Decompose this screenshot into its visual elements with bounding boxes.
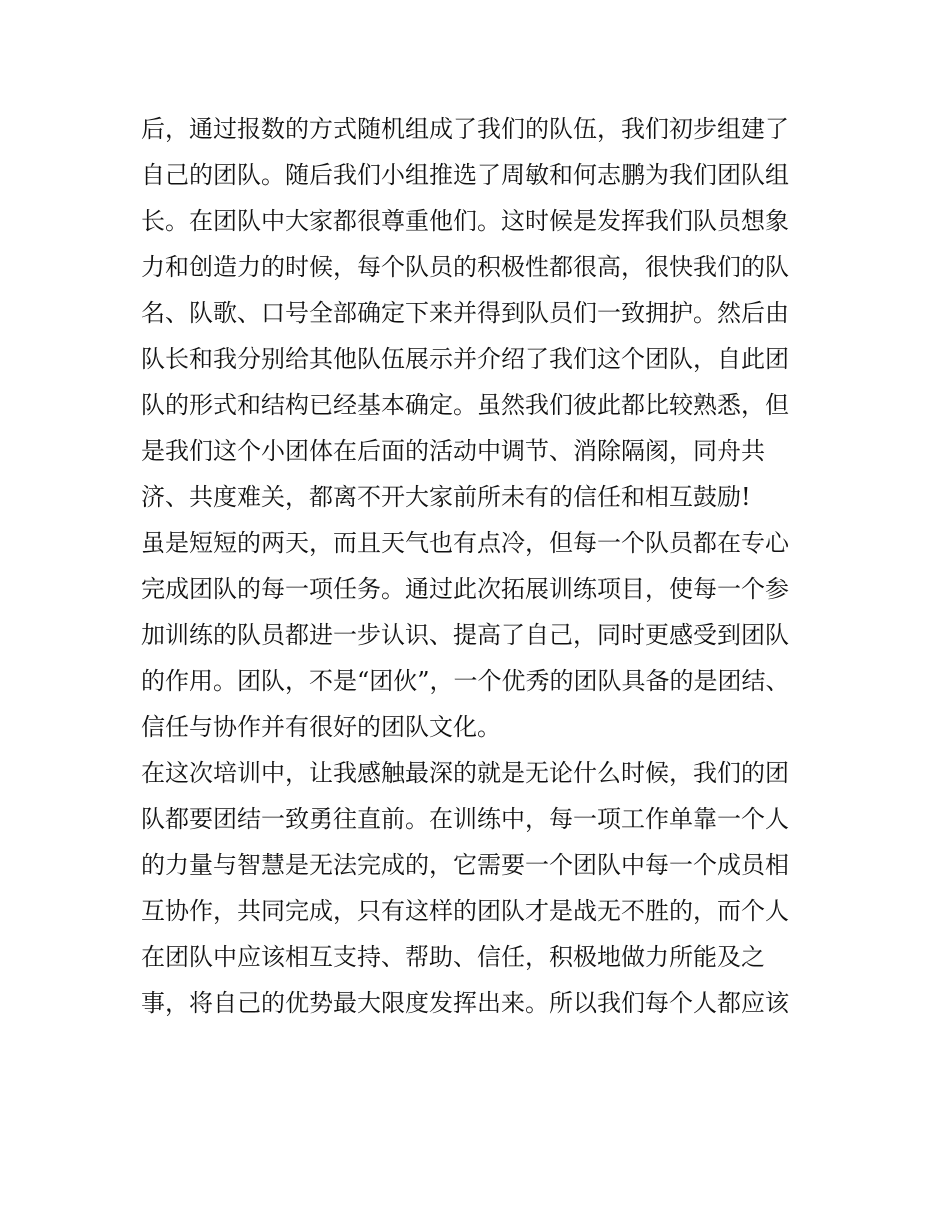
text-line-11: 完成团队的每一项任务。通过此次拓展训练项目，使每一个参: [141, 575, 789, 603]
text-line-18: 互协作，共同完成，只有这样的团队才是战无不胜的，而个人: [141, 897, 789, 925]
text-line-2: 自己的团队。随后我们小组推选了周敏和何志鹏为我们团队组: [141, 161, 789, 189]
text-line-14: 信任与协作并有很好的团队文化。: [141, 713, 501, 741]
text-line-12: 加训练的队员都进一步认识、提高了自己，同时更感受到团队: [141, 621, 789, 649]
text-line-9: 济、共度难关，都离不开大家前所未有的信任和相互鼓励!: [141, 483, 751, 511]
text-line-15: 在这次培训中，让我感触最深的就是无论什么时候，我们的团: [141, 759, 789, 787]
text-line-19: 在团队中应该相互支持、帮助、信任，积极地做力所能及之: [141, 943, 765, 971]
text-line-17: 的力量与智慧是无法完成的，它需要一个团队中每一个成员相: [141, 851, 789, 879]
text-line-16: 队都要团结一致勇往直前。在训练中，每一项工作单靠一个人: [141, 805, 789, 833]
text-line-1: 后，通过报数的方式随机组成了我们的队伍，我们初步组建了: [141, 115, 789, 143]
text-line-10: 虽是短短的两天，而且天气也有点冷，但每一个队员都在专心: [141, 529, 789, 557]
text-line-6: 队长和我分别给其他队伍展示并介绍了我们这个团队，自此团: [141, 345, 789, 373]
text-line-7: 队的形式和结构已经基本确定。虽然我们彼此都比较熟悉，但: [141, 391, 789, 419]
document-body: [141, 106, 813, 1026]
text-line-8: 是我们这个小团体在后面的活动中调节、消除隔阂，同舟共: [141, 437, 765, 465]
text-line-4: 力和创造力的时候，每个队员的积极性都很高，很快我们的队: [141, 253, 789, 281]
text-line-20: 事，将自己的优势最大限度发挥出来。所以我们每个人都应该: [141, 989, 789, 1017]
text-line-5: 名、队歌、口号全部确定下来并得到队员们一致拥护。然后由: [141, 299, 789, 327]
text-line-3: 长。在团队中大家都很尊重他们。这时候是发挥我们队员想象: [141, 207, 789, 235]
text-line-13: 的作用。团队，不是“团伙”，一个优秀的团队具备的是团结、: [141, 667, 790, 695]
